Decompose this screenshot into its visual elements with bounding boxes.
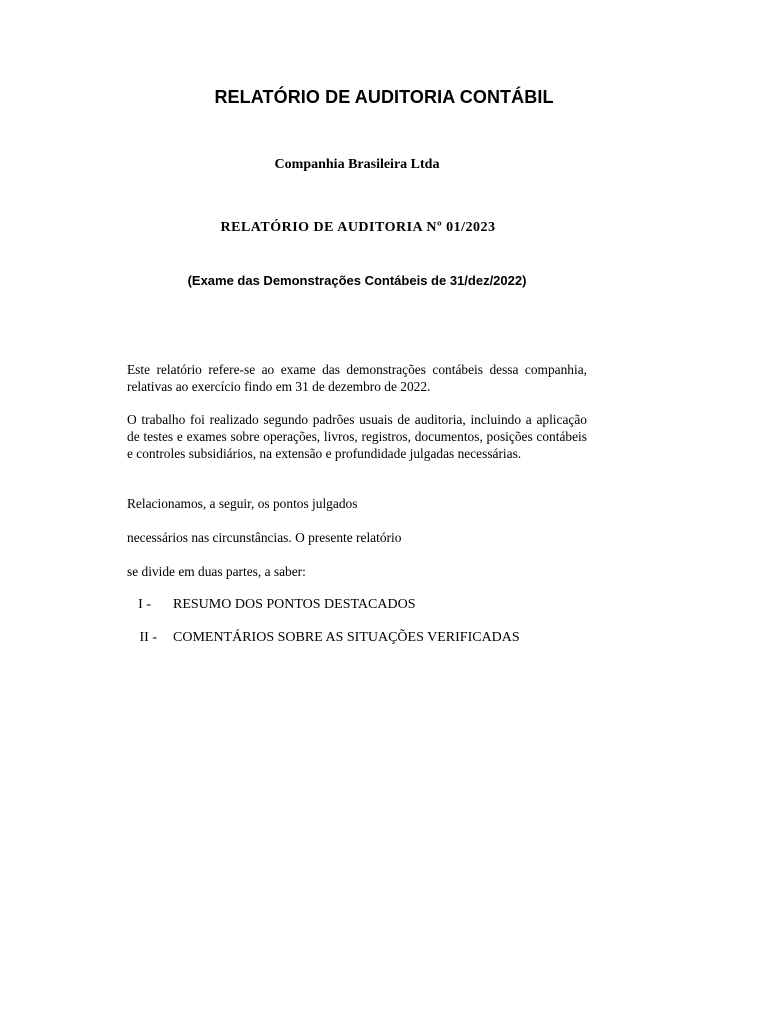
report-number: RELATÓRIO DE AUDITORIA Nº 01/2023 (220, 220, 496, 235)
company-name: Companhia Brasileira Ltda (274, 157, 440, 172)
exam-subtitle: (Exame das Demonstrações Contábeis de 31/dez/2022) (187, 273, 527, 288)
paragraph-intro: Este relatório refere-se ao exame das demonstrações contábeis dessa companhia, relativas ao exercício findo em 31 de dezembro de 2022. (127, 362, 587, 394)
paragraph-points-line-1: Relacionamos, a seguir, os pontos julgados (127, 496, 358, 511)
list-item-number: II - (139, 630, 157, 645)
list-item-text: COMENTÁRIOS SOBRE AS SITUAÇÕES VERIFICADAS (173, 630, 520, 645)
paragraph-points-line-2: necessários nas circunstâncias. O presente relatório (127, 530, 402, 545)
list-item-number: I - (138, 597, 151, 612)
paragraph-points-line-3: se divide em duas partes, a saber: (127, 564, 306, 579)
paragraph-work-description: O trabalho foi realizado segundo padrões usuais de auditoria, incluindo a aplicação de testes e exames sobre operações, livros, registros, documentos, posições contábeis e controles subsidiários, na extensão e profundidade julgadas necessárias. (127, 412, 587, 461)
document-title: RELATÓRIO DE AUDITORIA CONTÁBIL (214, 87, 554, 107)
list-item-text: RESUMO DOS PONTOS DESTACADOS (173, 597, 416, 612)
